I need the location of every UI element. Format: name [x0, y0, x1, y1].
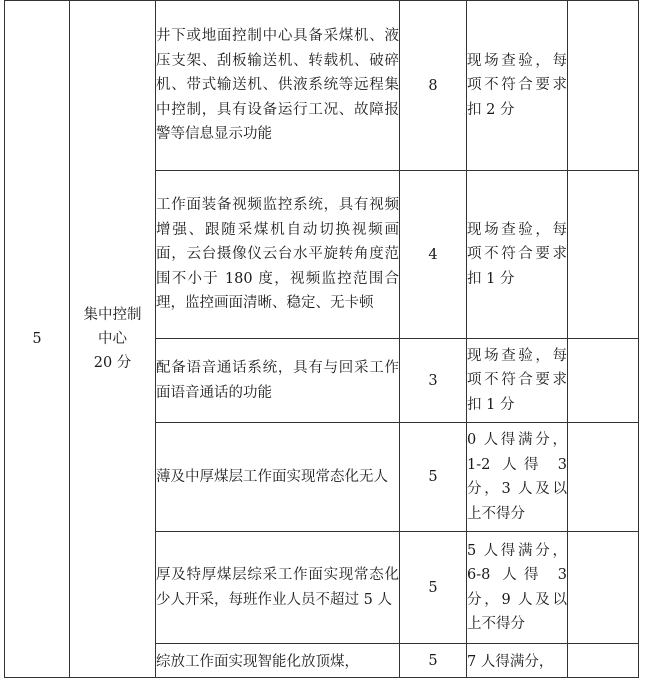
requirement-cell: 配备语音通话系统，具有与回采工作面语音通话的功能 — [156, 339, 400, 423]
requirement-cell: 工作面装备视频监控系统，具有视频增强、跟随采煤机自动切换视频画面，云台摄像仪云台水平旋转角度范围不小于 180 度，视频监控范围合理，监控画面清晰、稳定、无卡顿 — [156, 171, 400, 339]
category-line: 中心 — [98, 331, 127, 347]
remark-cell — [568, 171, 639, 339]
evaluation-table — [4, 0, 639, 678]
remark-cell — [568, 423, 639, 532]
score-cell: 5 — [400, 532, 467, 644]
remark-cell — [568, 339, 639, 423]
method-cell: 7 人得满分， — [467, 644, 568, 678]
requirement-cell: 厚及特厚煤层综采工作面实现常态化少人开采，每班作业人员不超过 5 人 — [156, 532, 400, 644]
item-index: 5 — [5, 1, 70, 678]
table-row — [5, 1, 639, 171]
score-cell: 4 — [400, 171, 467, 339]
score-cell: 3 — [400, 339, 467, 423]
requirement-cell: 综放工作面实现智能化放顶煤， — [156, 644, 400, 678]
method-cell: 5 人得满分，6-8 人得 3 分，9 人及以上不得分 — [467, 532, 568, 644]
method-cell: 现场查验，每项不符合要求扣 2 分 — [467, 1, 568, 171]
method-cell: 现场查验，每项不符合要求扣 1 分 — [467, 339, 568, 423]
score-cell: 8 — [400, 1, 467, 171]
category-score: 20 分 — [93, 355, 132, 371]
category-cell — [70, 1, 156, 678]
method-cell: 现场查验，每项不符合要求扣 1 分 — [467, 171, 568, 339]
remark-cell — [568, 532, 639, 644]
requirement-cell: 井下或地面控制中心具备采煤机、液压支架、刮板输送机、转载机、破碎机、带式输送机、供液系统等远程集中控制，具有设备运行工况、故障报警等信息显示功能 — [156, 1, 400, 171]
score-cell: 5 — [400, 423, 467, 532]
remark-cell — [568, 1, 639, 171]
category-line: 集中控制 — [83, 307, 142, 323]
remark-cell — [568, 644, 639, 678]
score-cell: 5 — [400, 644, 467, 678]
requirement-cell: 薄及中厚煤层工作面实现常态化无人 — [156, 423, 400, 532]
method-cell: 0 人得满分，1-2 人得 3 分，3 人及以上不得分 — [467, 423, 568, 532]
